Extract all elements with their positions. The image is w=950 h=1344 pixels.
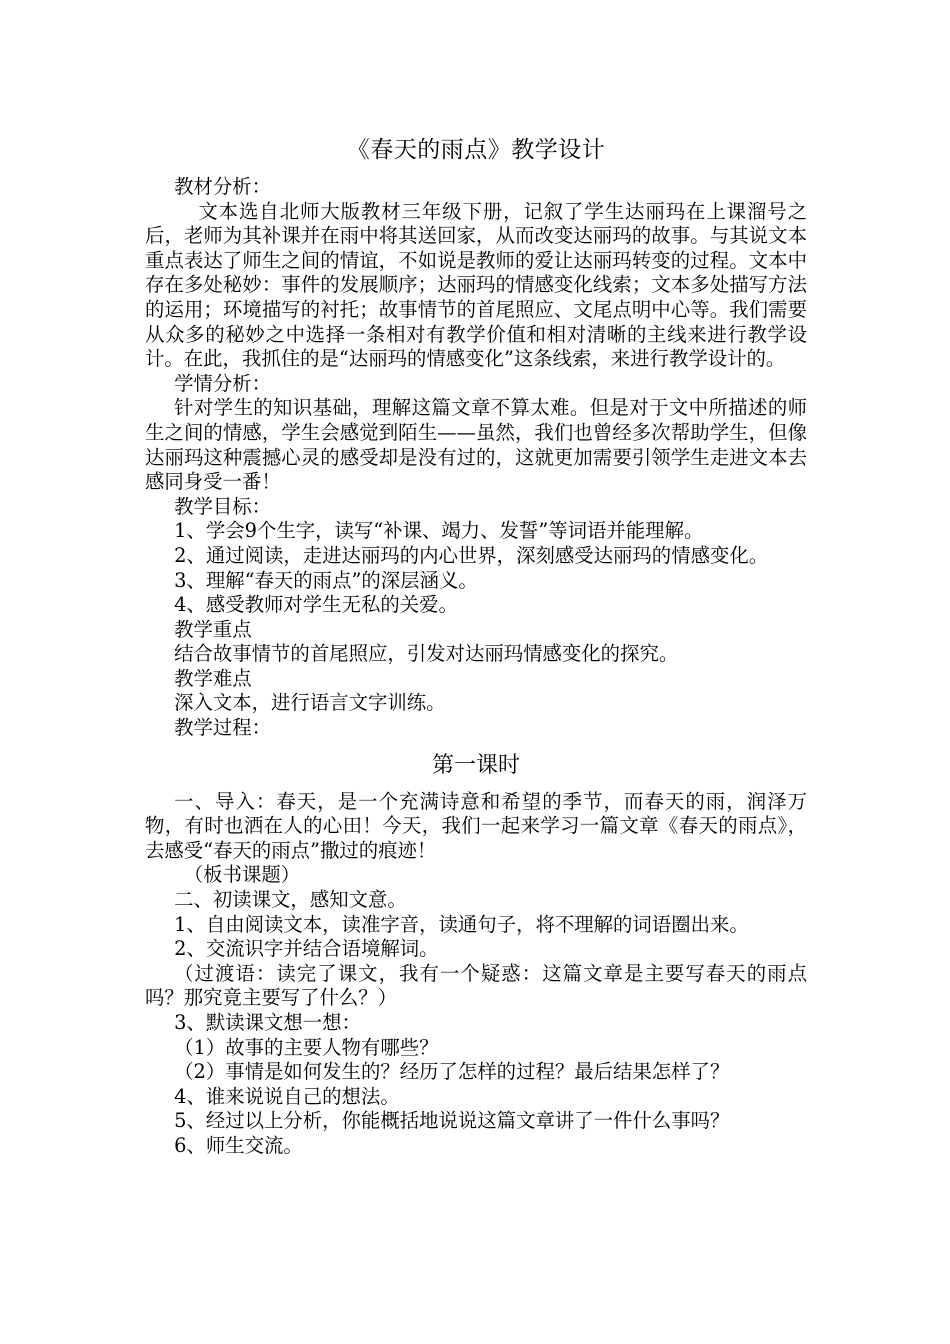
step-item: 2、交流识字并结合语境解词。 xyxy=(174,937,439,961)
objective-item: 2、通过阅读，走进达丽玛的内心世界，深刻感受达丽玛的情感变化。 xyxy=(174,543,769,567)
student-analysis-body: 针对学生的知识基础，理解这篇文章不算太难。但是对于文中所描述的师生之间的情感，学生会感觉到陌生——虽然，我们也曾经多次帮助学生，但像达丽玛这种震撼心灵的感受却是没有过的，这就更加需要引领学生走进文本去感同身受一番！ xyxy=(145,396,807,494)
key-point-heading: 教学重点 xyxy=(174,617,252,641)
objective-item: 3、理解“春天的雨点”的深层涵义。 xyxy=(174,568,478,592)
difficulty-body: 深入文本，进行语言文字训练。 xyxy=(174,691,446,715)
objectives-heading: 教学目标： xyxy=(174,494,272,518)
key-point-body: 结合故事情节的首尾照应，引发对达丽玛情感变化的探究。 xyxy=(174,642,679,666)
board-note: （板书课题） xyxy=(183,863,301,887)
process-heading: 教学过程： xyxy=(174,716,272,740)
textbook-analysis-body: 文本选自北师大版教材三年级下册，记叙了学生达丽玛在上课溜号之后，老师为其补课并在雨中将其送回家，从而改变达丽玛的故事。与其说文本重点表达了师生之间的情谊，不如说是教师的爱让达丽玛转变的过程。文本中存在多处秘妙：事件的发展顺序；达丽玛的情感变化线索；文本多处描写方法的运用；环境描写的衬托；故事情节的首尾照应、文尾点明中心等。我们需要从众多的秘妙之中选择一条相对有教学价值和相对清晰的主线来进行教学设计。在此，我抓住的是“达丽玛的情感变化”这条线索，来进行教学设计的。 xyxy=(145,199,807,371)
student-analysis-heading: 学情分析： xyxy=(174,371,272,395)
step-item: 3、默读课文想一想： xyxy=(174,1011,361,1034)
question-item: （2）事情是如何发生的？经历了怎样的过程？最后结果怎样了？ xyxy=(174,1060,730,1084)
question-item: （1）故事的主要人物有哪些？ xyxy=(174,1035,439,1059)
document-title: 《春天的雨点》教学设计 xyxy=(346,137,606,163)
intro-paragraph: 一、导入：春天，是一个充满诗意和希望的季节，而春天的雨，润泽万物，有时也洒在人的心田！今天，我们一起来学习一篇文章《春天的雨点》，去感受“春天的雨点”撒过的痕迹！ xyxy=(145,789,807,862)
lesson-title: 第一课时 xyxy=(431,752,520,778)
transition-note: （过渡语：读完了课文，我有一个疑惑：这篇文章是主要写春天的雨点吗？那究竟主要写了什么？） xyxy=(145,961,807,1010)
step-item: 4、谁来说说自己的想法。 xyxy=(174,1084,400,1108)
objective-item: 1、学会9个生字，读写“补课、竭力、发誓”等词语并能理解。 xyxy=(174,519,704,543)
objective-item: 4、感受教师对学生无私的关爱。 xyxy=(174,593,458,617)
step-item: 6、师生交流。 xyxy=(174,1133,303,1157)
textbook-analysis-heading: 教材分析： xyxy=(174,175,272,198)
difficulty-heading: 教学难点 xyxy=(174,666,252,690)
document-body xyxy=(145,138,807,1159)
step-item: 5、经过以上分析，你能概括地说说这篇文章讲了一件什么事吗？ xyxy=(174,1109,730,1133)
step-two: 二、初读课文，感知文意。 xyxy=(174,888,407,912)
step-item: 1、自由阅读文本，读准字音，读通句子，将不理解的词语圈出来。 xyxy=(174,912,749,936)
